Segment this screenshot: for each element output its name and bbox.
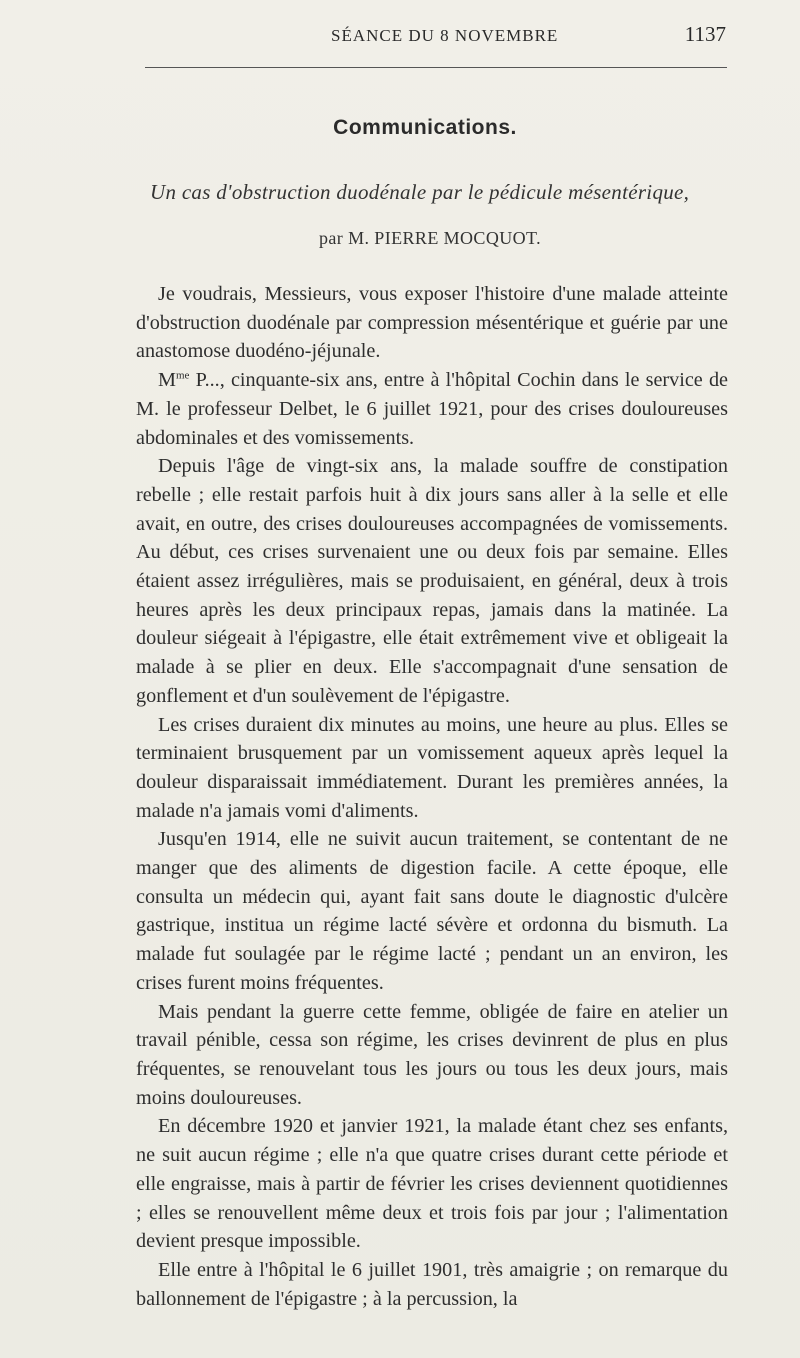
mme-abbrev: $M^{me}$ (158, 369, 190, 392)
article-body (136, 280, 728, 1313)
paragraph: Elle entre à l'hôpital le 6 juillet 1901, très amaigrie ; on remarque du ballonnement de l'épigastre ; à la percussion, la (136, 1258, 728, 1310)
paragraph: Je voudrais, Messieurs, vous exposer l'histoire d'une malade atteinte d'obstruction duodénale par compression mésentérique et guérie par une anastomose duodéno-jéjunale. (136, 283, 728, 363)
paragraph: Les crises duraient dix minutes au moins, une heure au plus. Elles se terminaient brusquement par un vomissement aqueux après lequel la douleur disparaissait immédiatement. Durant les premières années, la malade n'a jamais vomi d'aliments. (136, 713, 728, 822)
paragraph: $M^{me}$ P..., cinquante-six ans, entre à l'hôpital Cochin dans le service de M. le professeur Delbet, le 6 juillet 1921, pour des crises douloureuses abdominales et des vomissements. (136, 369, 728, 449)
page-number: 1137 (684, 22, 726, 46)
author-byline: par M. PIERRE MOCQUOT. (319, 228, 541, 248)
paragraph: En décembre 1920 et janvier 1921, la malade étant chez ses enfants, ne suit aucun régime ; elle n'a que quatre crises durant cette période et elle engraisse, mais à partir de février les crises deviennent quotidiennes ; elles se renouvellent même deux et trois fois par jour ; l'alimentation devient presque impossible. (136, 1115, 728, 1253)
header-rule (145, 67, 727, 68)
paragraph: Jusqu'en 1914, elle ne suivit aucun traitement, se contentant de ne manger que des aliments de digestion facile. A cette époque, elle consulta un médecin qui, ayant fait sans doute le diagnostic d'ulcère gastrique, institua un régime lacté sévère et ordonna du bismuth. La malade fut soulagée par le régime lacté ; pendant un an environ, les crises furent moins fréquentes. (136, 828, 728, 994)
running-header (136, 18, 726, 54)
paragraph: Depuis l'âge de vingt-six ans, la malade souffre de constipation rebelle ; elle restait parfois huit à dix jours sans aller à la selle et elle avait, en outre, des crises douloureuses accompagnées de vomissements. Au début, ces crises survenaient une ou deux fois par semaine. Elles étaient assez irrégulières, mais se produisaient, en général, deux à trois heures après les deux principaux repas, jamais dans la matinée. La douleur siégeait à l'épigastre, elle était extrêmement vive et obligeait la malade à se plier en deux. Elle s'accompagnait d'une sensation de gonflement et d'un soulèvement de l'épigastre. (136, 455, 728, 707)
running-title: SÉANCE DU 8 NOVEMBRE (331, 26, 559, 45)
article-title: Un cas d'obstruction duodénale par le pédicule mésentérique, (150, 180, 690, 204)
paragraph: Mais pendant la guerre cette femme, obligée de faire en atelier un travail pénible, cessa son régime, les crises devinrent de plus en plus fréquentes, se renouvelant tous les jours ou tous les deux jours, mais moins douloureuses. (136, 1000, 728, 1109)
section-title: Communications. (333, 116, 517, 139)
